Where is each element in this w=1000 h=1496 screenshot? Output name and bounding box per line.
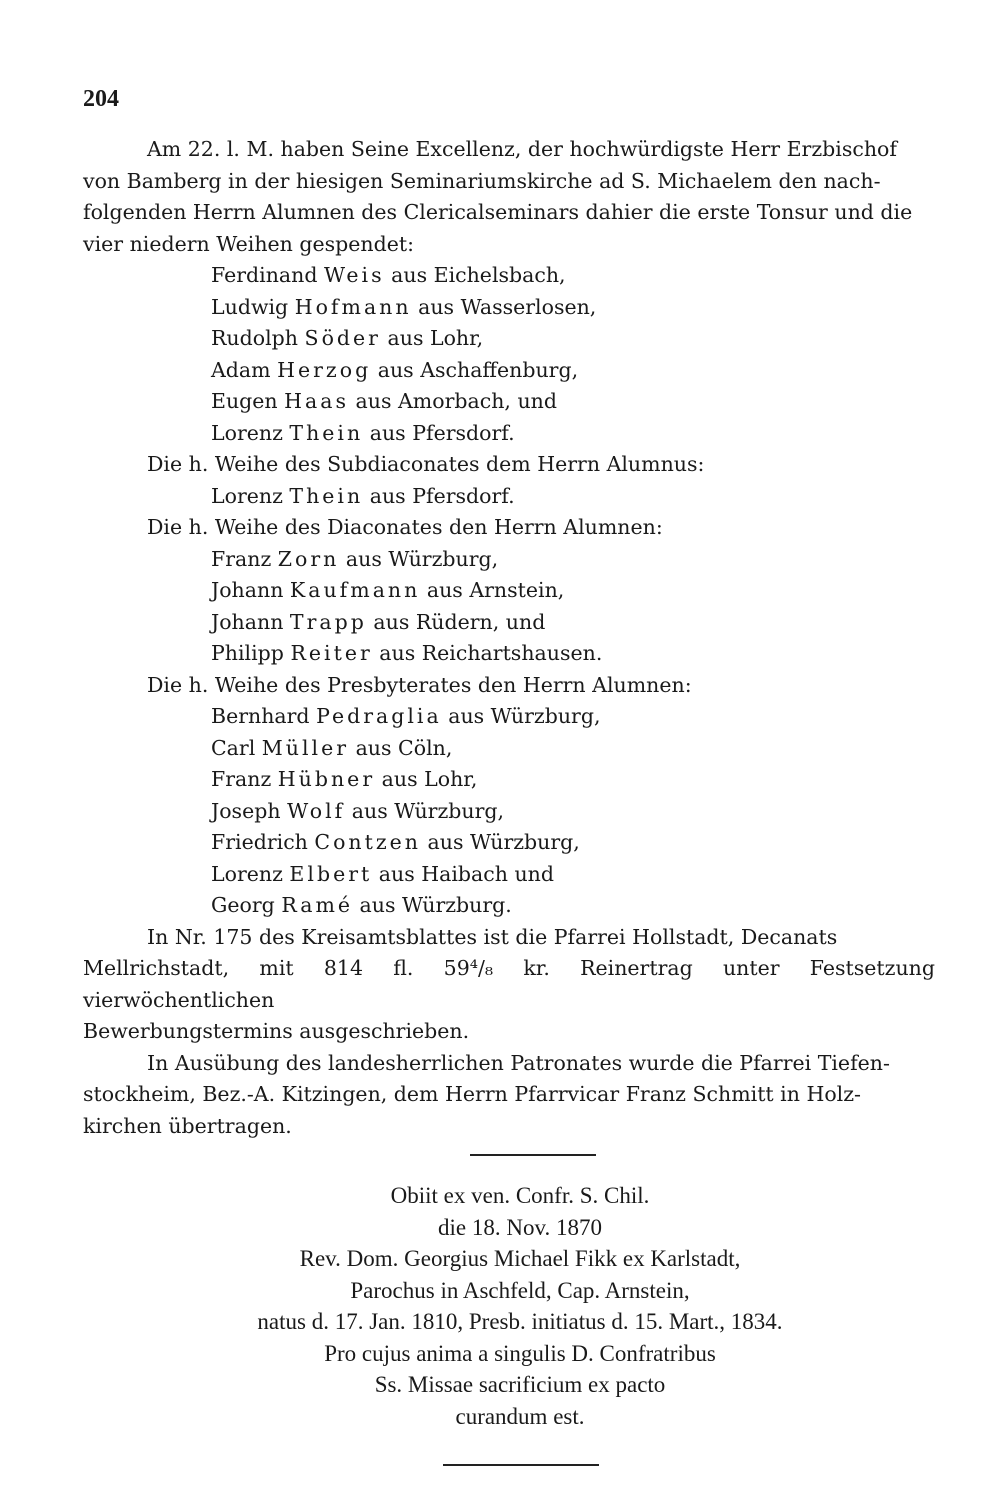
list-item: Adam Herzog aus Aschaffenburg, xyxy=(211,357,579,382)
subdiaconate-heading: Die h. Weihe des Subdiaconates dem Herrn Alumnus: xyxy=(147,452,705,476)
pfarrei-notice xyxy=(83,922,935,1048)
text-line: Bewerbungstermins ausgeschrieben. xyxy=(83,1019,470,1043)
list-item: Lorenz Thein aus Pfersdorf. xyxy=(211,483,515,508)
text-line: Am 22. l. M. haben Seine Excellenz, der hochwürdigste Herr Erzbischof xyxy=(147,137,897,161)
presbyterate-heading: Die h. Weihe des Presbyterates den Herrn Alumnen: xyxy=(147,672,692,697)
subdiaconate-list xyxy=(83,481,935,513)
obituary-line: Parochus in Aschfeld, Cap. Arnstein, xyxy=(350,1277,690,1303)
text-line: In Ausübung des landesherrlichen Patronates wurde die Pfarrei Tiefen- xyxy=(147,1050,890,1075)
list-item: Joseph Wolf aus Würzburg, xyxy=(211,798,505,823)
list-item: Ferdinand Weis aus Eichelsbach, xyxy=(211,263,566,287)
text-line: In Nr. 175 des Kreisamtsblattes ist die Pfarrei Hollstadt, Decanats xyxy=(147,924,838,949)
text-line: stockheim, Bez.-A. Kitzingen, dem Herrn Pfarrvicar Franz Schmitt in Holz- xyxy=(83,1082,861,1106)
obituary-line: natus d. 17. Jan. 1810, Presb. initiatus d. 15. Mart., 1834. xyxy=(257,1309,783,1334)
list-item: Franz Zorn aus Würzburg, xyxy=(211,546,499,571)
obituary-line: Rev. Dom. Georgius Michael Fikk ex Karlstadt, xyxy=(299,1246,741,1271)
text-line: vier niedern Weihen gespendet: xyxy=(83,231,415,256)
body-text xyxy=(83,134,935,1142)
list-item: Georg Ramé aus Würzburg. xyxy=(211,893,512,917)
diaconate-heading: Die h. Weihe des Diaconates den Herrn Alumnen: xyxy=(147,515,663,539)
text-line: folgenden Herrn Alumnen des Clericalseminars dahier die erste Tonsur und die xyxy=(83,200,913,224)
list-item: Rudolph Söder aus Lohr, xyxy=(211,326,484,350)
list-item: Lorenz Elbert aus Haibach und xyxy=(211,861,554,886)
list-item: Friedrich Contzen aus Würzburg, xyxy=(211,830,580,854)
page-number: 204 xyxy=(83,86,119,112)
text-line: Mellrichstadt, mit 814 fl. 59⁴/₈ kr. Reinertrag unter Festsetzung vierwöchentlichen xyxy=(83,956,935,1012)
obituary-line: Ss. Missae sacrificium ex pacto xyxy=(374,1372,666,1397)
list-item: Johann Kaufmann aus Arnstein, xyxy=(211,578,565,602)
text-line: kirchen übertragen. xyxy=(83,1113,292,1138)
presbyterate-list xyxy=(83,701,935,922)
section-divider xyxy=(470,1154,596,1156)
text-line: von Bamberg in der hiesigen Seminariumskirche ad S. Michaelem den nach- xyxy=(83,168,881,193)
list-item: Johann Trapp aus Rüdern, und xyxy=(211,609,546,634)
patronat-notice xyxy=(83,1048,935,1143)
list-item: Ludwig Hofmann aus Wasserlosen, xyxy=(211,294,597,319)
diaconate-list xyxy=(83,544,935,670)
obituary-line: curandum est. xyxy=(455,1403,585,1429)
list-item: Franz Hübner aus Lohr, xyxy=(211,767,478,791)
obituary-line: Obiit ex ven. Confr. S. Chil. xyxy=(390,1183,650,1208)
intro-paragraph xyxy=(83,134,935,260)
list-item: Philipp Reiter aus Reichartshausen. xyxy=(211,641,603,665)
tonsure-list xyxy=(83,260,935,449)
obituary-line: die 18. Nov. 1870 xyxy=(438,1214,602,1240)
end-divider xyxy=(443,1464,599,1466)
list-item: Bernhard Pedraglia aus Würzburg, xyxy=(211,704,601,728)
list-item: Lorenz Thein aus Pfersdorf. xyxy=(211,420,515,445)
list-item: Carl Müller aus Cöln, xyxy=(211,735,453,760)
obituary-line: Pro cujus anima a singulis D. Confratribus xyxy=(324,1340,716,1366)
list-item: Eugen Haas aus Amorbach, und xyxy=(211,389,557,413)
obituary-notice xyxy=(150,1180,890,1432)
